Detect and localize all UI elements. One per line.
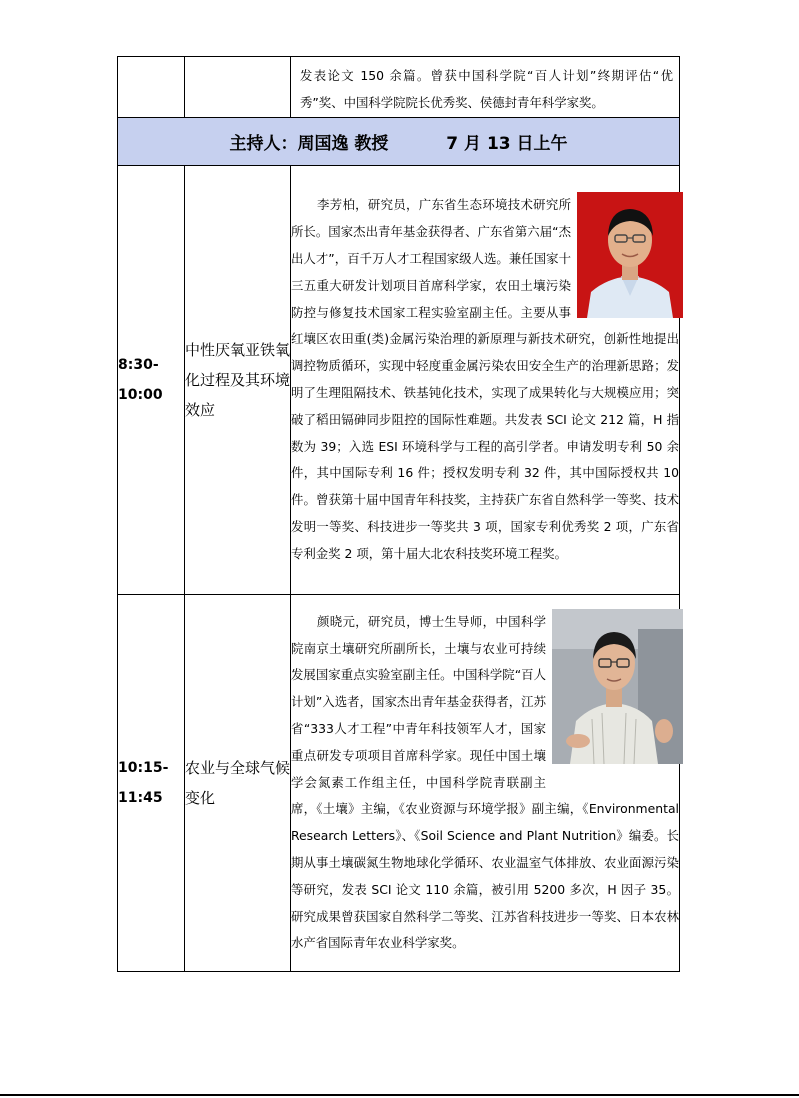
host-row bbox=[118, 118, 680, 166]
time-end: 11:45 bbox=[118, 790, 163, 806]
bio-text: 颜晓元，研究员，博士生导师，中国科学院南京土壤研究所副所长，土壤与农业可持续发展国家重点实验室副主任。中国科学院“百人计划”入选者，国家杰出青年基金获得者，江苏省“333人才工程”中青年科技领军人才，国家重点研发专项项目首席科学家。现任中国土壤学会氮素工作组主任，中国科学院青联副主席，《土壤》主编，《农业资源与环境学报》副主编，《Environmental Research Letters》、《Soil Science and Plant Nutrition》编委。长期从事土壤碳氮生物地球化学循环、农业温室气体排放、农业面源污染等研究，发表 SCI 论文 110 余篇，被引用 5200 多次，H 因子 35。研究成果曾获国家自然科学二等奖、江苏省科技进步一等奖、日本农林水产省国际青年农业科学家奖。 bbox=[291, 613, 679, 951]
page-bottom-rule bbox=[0, 1094, 799, 1096]
time-cell bbox=[118, 595, 185, 972]
schedule-table bbox=[117, 56, 680, 972]
table-row-session-1 bbox=[118, 166, 680, 595]
topic-cell-empty bbox=[185, 57, 291, 118]
time-cell-empty bbox=[118, 57, 185, 118]
table-row-continued bbox=[118, 57, 680, 118]
bio-cell bbox=[291, 166, 680, 595]
topic-cell bbox=[185, 166, 291, 595]
time-start: 10:15- bbox=[118, 760, 169, 776]
bio-cell bbox=[291, 595, 680, 972]
speaker-photo bbox=[577, 192, 683, 318]
host-name: 主持人：周国逸 教授 bbox=[229, 134, 389, 154]
topic-title: 中性厌氧亚铁氧化过程及其环境效应 bbox=[185, 341, 291, 419]
topic-title: 农业与全球气候变化 bbox=[185, 759, 291, 807]
host-cell bbox=[118, 118, 680, 166]
time-start: 8:30- bbox=[118, 357, 159, 373]
speaker-photo bbox=[552, 609, 683, 764]
time-end: 10:00 bbox=[118, 387, 163, 403]
time-cell bbox=[118, 166, 185, 595]
bio-text: 李芳柏，研究员，广东省生态环境技术研究所所长。国家杰出青年基金获得者、广东省第六届“杰出人才”，百千万人才工程国家级人选。兼任国家十三五重大研发计划项目首席科学家，农田土壤污染防控与修复技术国家工程实验室副主任。主要从事红壤区农田重(类)金属污染治理的新原理与新技术研究，创新性地提出调控物质循环，实现中轻度重金属污染农田安全生产的治理新思路；发明了生理阻隔技术、铁基钝化技术，实现了成果转化与大规模应用；突破了稻田镉砷同步阻控的国际性难题。共发表 SCI 论文 212 篇，H 指数为 39；入选 ESI 环境科学与工程的高引学者。申请发明专利 50 余件，其中国际专利 16 件；授权发明专利 32 件，其中国际授权共 10 件。曾获第十届中国青年科技奖，主持获广东省自然科学一等奖、技术发明一等奖、科技进步一等奖共 3 项，国家专利优秀奖 2 项，广东省专利金奖 2 项，第十届大北农科技奖环境工程奖。 bbox=[291, 197, 679, 561]
bio-text-continued: 发表论文 150 余篇。曾获中国科学院“百人计划”终期评估“优秀”奖、中国科学院院长优秀奖、侯德封青年科学家奖。 bbox=[300, 68, 673, 110]
speaker-portrait-icon bbox=[552, 609, 683, 764]
bio-cell-continued bbox=[291, 57, 680, 118]
table-row-session-2 bbox=[118, 595, 680, 972]
topic-cell bbox=[185, 595, 291, 972]
session-date: 7 月 13 日上午 bbox=[446, 134, 568, 154]
speaker-portrait-icon bbox=[577, 192, 683, 318]
